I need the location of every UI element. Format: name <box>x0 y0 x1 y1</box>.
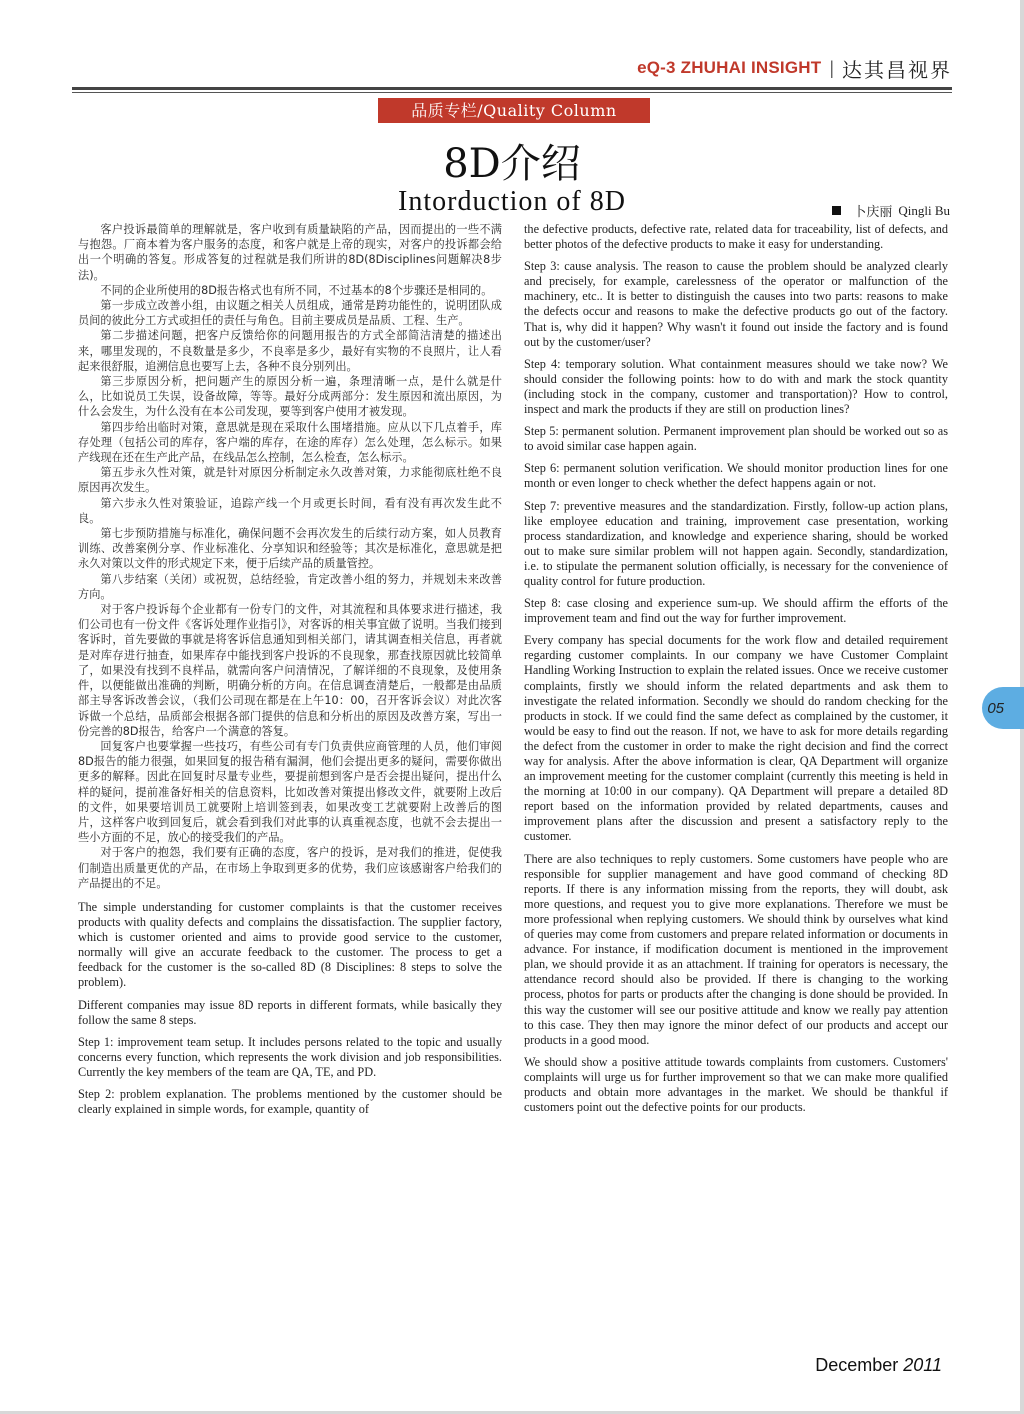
page-number: 05 <box>987 700 1004 717</box>
brand-separator: | <box>829 57 834 78</box>
en-paragraph: Step 4: temporary solution. What containment measures should we take now? We should consider the following points: how to do with and mark the stock quantity (including stock in the company, customer and transportation)? How to control, inspect and mark the products if they are still on production lines? <box>524 356 948 417</box>
header-rule-thick <box>72 87 952 90</box>
cn-paragraph: 第六步永久性对策验证，追踪产线一个月或更长时间，看有没有再次发生此不良。 <box>78 496 502 525</box>
cn-paragraph: 第八步结案（关闭）或祝贺，总结经验，肯定改善小组的努力，并规划未来改善方向。 <box>78 572 502 601</box>
cn-paragraph: 第七步预防措施与标准化，确保问题不会再次发生的后续行动方案，如人员教育训练、改善案例分享、作业标准化、分享知识和经验等；其次是标准化，意思就是把永久对策以文件的形式规定下来，便于后续产品的质量管控。 <box>78 527 502 571</box>
cn-paragraph: 对于客户投诉每个企业都有一份专门的文件，对其流程和具体要求进行描述，我们公司也有一份文件《客诉处理作业指引》，对客诉的相关事宜做了说明。当我们接到客诉时，首先要做的事就是将客诉信息通知到相关部门，请其调查相关信息，再者就是对库存进行抽查，如果库存中能找到客户投诉的不良现象，那查找原因就比较简单了，如果没有找到不良样品，就需向客户问清情况，了解详细的不良现象，及使用条件，以便能做出准确的判断，明确分析的方向。在信息调查清楚后，一般都是由品质部主导客诉改善会议，（我们公司现在都是在上午10：00，召开客诉会议）对此次客诉做一个总结，品质部会根据各部门提供的信息和分析出的原因及改善方案，写出一份完善的8D报告，给客户一个满意的答复。 <box>78 603 502 738</box>
footer-month: December <box>815 1355 899 1375</box>
brand-name-en: eQ-3 ZHUHAI INSIGHT <box>637 58 822 77</box>
header-brand <box>637 54 952 82</box>
english-text-block <box>78 900 502 1117</box>
footer-issue-date <box>815 1355 942 1376</box>
cn-paragraph: 第一步成立改善小组，由议题之相关人员组成，通常是跨功能性的，说明团队成员间的彼此分工方式或担任的责任与角色。目前主要成员是品质、工程、生产。 <box>78 299 502 328</box>
footer-year: 2011 <box>903 1355 942 1375</box>
column-tag: 品质专栏/Quality Column <box>378 98 650 123</box>
cn-paragraph: 第五步永久性对策，就是针对原因分析制定永久改善对策，力求能彻底杜绝不良原因再次发生。 <box>78 466 502 495</box>
cn-paragraph: 第二步描述问题，把客户反馈给你的问题用报告的方式全部简洁清楚的描述出来，哪里发现的，不良数量是多少，不良率是多少，最好有实物的不良照片，让人看起来很舒服，追溯信息也要写上去，各种不良分别列出。 <box>78 329 502 373</box>
article-column-left <box>78 222 502 1332</box>
en-paragraph: Step 1: improvement team setup. It includes persons related to the topic and usually concerns every function, which represents the work division and job responsibilities. Currently the key members of the team are QA, TE, and PD. <box>78 1034 502 1079</box>
en-paragraph: There are also techniques to reply customers. Some customers have people who are responsible for supplier management and have good command of checking 8D reports. If there is any information missing from the reports, they will doubt, ask more questions, and request you to give more explanations. Therefore we must be more professional when replying customers. We should think by ourselves what kind of queries may come from customers and prepare related information or documents in advance. For instance, if modification document is mentioned in the improvement plan, we should provide it as an attachment. If training for operators is necessary, the attendance record should also be provided. If there is changing to the working process, photos for parts or products after the changing is done should be provided. In this way the customer will see our positive attitude and know we really pay attention to this case. They then may ignore the minor defect of our products and accept our products in a good mood. <box>524 851 948 1047</box>
article-title-en: Intorduction of 8D <box>398 186 626 217</box>
chinese-text-block <box>78 222 502 891</box>
header-rule-thin <box>72 92 952 93</box>
author-byline <box>832 201 950 220</box>
en-paragraph: The simple understanding for customer complaints is that the customer receives products with quality defects and complains the dissatisfaction. The supplier factory, which is customer oriented and aims to provide good service to the customer, normally will give an accurate feedback to the customer. The process to get a feedback for the customer is the so-called 8D (8 Disciplines: 8 steps to solve the problem). <box>78 899 502 990</box>
cn-paragraph: 第三步原因分析，把问题产生的原因分析一遍，条理清晰一点，是什么就是什么，比如说员工失误，设备故障，等等。最好分成两部分：发生原因和流出原因，为什么会发生，为什么没有在本公司发现，要等到客户使用才被发现。 <box>78 375 502 419</box>
article-title-cn: 8D介绍 <box>443 141 581 187</box>
en-paragraph: Every company has special documents for the work flow and detailed requirement regarding customer complaints. In our company we have Customer Complaint Handling Working Instruction to explain the related issues. Once we receive customer complaints, firstly we should inform the related departments and ask them to investigate the related information. Secondly we should do random checking for the products in stock. If we could find the same defect as complained by the customer, it would be easy to find out the reason. If not, we have to ask for more details regarding the defect from the customer in order to make the right decision and find the correct way for analysis. After the above information is clear, QA Department will organize an improvement meeting for the customer complaint (currently this meeting is held in the morning at 10:00 in our company). QA Department will prepare a detailed 8D report based on the information provided by related departments, causes and improvement plans after the discussion and present a satisfactory reply to the customer. <box>524 633 948 844</box>
author-name-cn: 卜庆丽 <box>853 205 893 220</box>
square-bullet-icon <box>832 206 841 215</box>
en-paragraph: Step 2: problem explanation. The problems mentioned by the customer should be clearly explained in simple words, for example, quantity of <box>78 1086 502 1117</box>
brand-name-cn: 达其昌视界 <box>842 57 952 82</box>
en-paragraph: Step 3: cause analysis. The reason to cause the problem should be analyzed clearly and precisely, for example, carelessness of the operator or malfunction of the machinery, etc.. It is better to distinguish the causes into two parts: reasons to make the defects occur and reasons to make the defective products go out of the factory. That is, why did it happen? Why wasn't it found out inside the factory and is found out by the customer/user? <box>524 259 948 349</box>
en-paragraph: Step 5: permanent solution. Permanent improvement plan should be worked out so as to avoid similar case happen again. <box>524 424 948 454</box>
en-paragraph: Step 7: preventive measures and the standardization. Firstly, follow-up action plans, like employee education and training, improvement case presentation, working process standardization, and knowledge and experience sharing, should be worked out to make sure similar problem will not happen again. Secondly, standardization, i.e. to stipulate the permanent solution officially, is necessary for the convenience of quality control for future production. <box>524 498 948 588</box>
en-paragraph: Step 6: permanent solution verification. We should monitor production lines for one month or even longer to check whether the defect happens again or not. <box>524 461 948 491</box>
en-paragraph: Different companies may issue 8D reports in different formats, while basically they follow the same 8 steps. <box>78 997 502 1027</box>
cn-paragraph: 对于客户的抱怨，我们要有正确的态度，客户的投诉，是对我们的推进，促使我们制造出质量更优的产品，在市场上争取到更多的优势，我们应该感谢客户给我们的产品提出的不足。 <box>78 846 502 890</box>
author-name-en: Qingli Bu <box>898 202 950 218</box>
en-paragraph: Step 8: case closing and experience sum-up. We should affirm the efforts of the improvement team and find out the way for further improvement. <box>524 596 948 626</box>
cn-paragraph: 不同的企业所使用的8D报告格式也有所不同，不过基本的8个步骤还是相同的。 <box>100 283 493 297</box>
cn-paragraph: 回复客户也要掌握一些技巧，有些公司有专门负责供应商管理的人员，他们审阅8D报告的能力很强，如果回复的报告稍有漏洞，他们会提出更多的疑问，需要你做出更多的解释。因此在回复时尽量专业些，要提前想到客户是否会提出疑问，提出什么样的疑问，提前准备好相关的信息资料，比如改善对策提出修改文件，就要附上改后的文件，如果要培训员工就要附上培训签到表，如果改变工艺就要附上改善后的图片，这样客户收到回复后，就会看到我们对此事的认真重视态度，也就不会去提出一些小方面的不足，放心的接受我们的产品。 <box>78 739 502 845</box>
article-column-right <box>524 222 948 1332</box>
cn-paragraph: 第四步给出临时对策，意思就是现在采取什么围堵措施。应从以下几点着手，库存处理（包括公司的库存，客户端的库存，在途的库存）怎么处理，怎么标示。如果产线现在还在生产此产品，在线品怎么控制，怎么检查，怎么标示。 <box>78 420 502 465</box>
en-paragraph: We should show a positive attitude towards complaints from customers. Customers' complaints will urge us for further improvement so that we can make more qualified products and obtain more advantages in the market. We should be thankful if customers point out the defective points for our products. <box>524 1054 948 1115</box>
cn-paragraph: 客户投诉最简单的理解就是，客户收到有质量缺陷的产品，因而提出的一些不满与抱怨。厂商本着为客户服务的态度，和客户就是上帝的现实，对客户的投诉都会给出一个明确的答复。形成答复的过程就是我们所讲的8D(8Disciplines问题解决8步法)。 <box>78 223 502 282</box>
en-paragraph: the defective products, defective rate, related data for traceability, list of defects, and better photos of the defective products to make it easy for understanding. <box>524 222 948 252</box>
